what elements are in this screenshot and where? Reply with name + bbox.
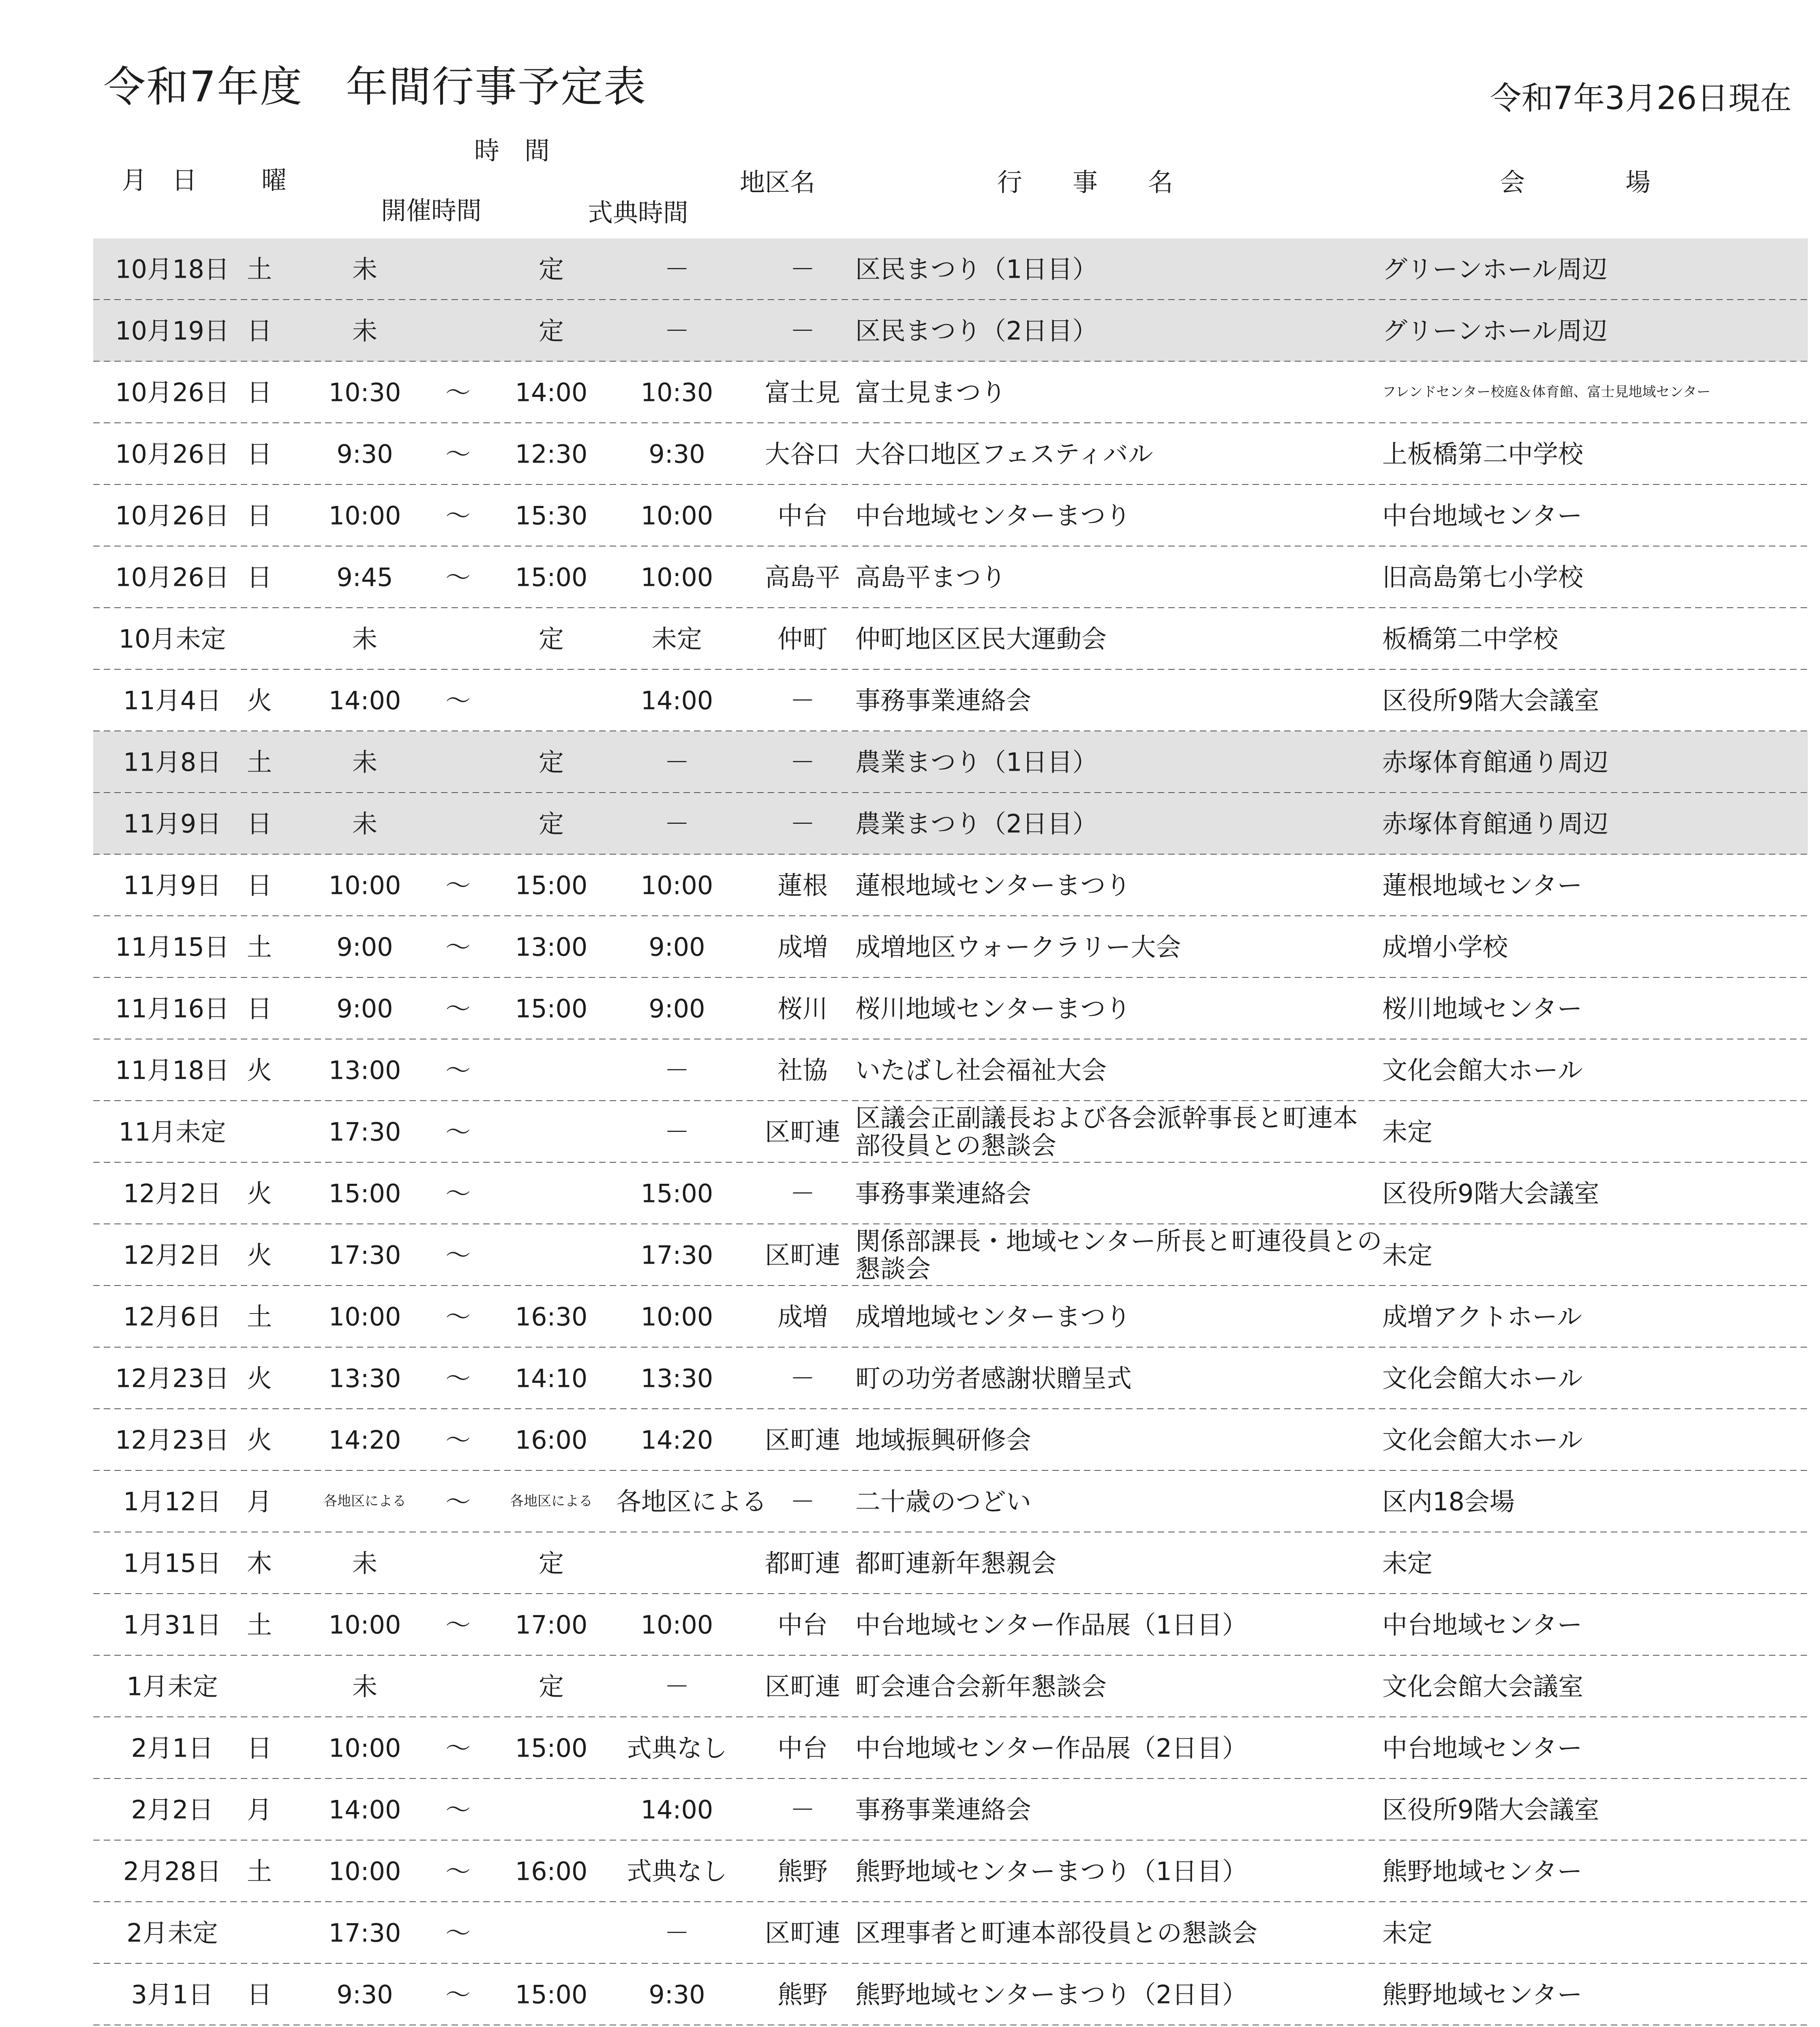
as-of-date: 令和7年3月26日現在 xyxy=(1490,80,1792,117)
start-time-cell: 14:00 xyxy=(328,1795,401,1825)
end-time-cell: 15:00 xyxy=(515,870,588,900)
day-of-week-cell: 日 xyxy=(246,316,272,346)
area-name-cell: 区町連 xyxy=(764,1671,840,1701)
day-of-week-cell: 日 xyxy=(246,562,272,592)
table-row xyxy=(93,546,1808,608)
venue-cell: 区役所9階大会議室 xyxy=(1382,686,1599,716)
venue-cell: 中台地域センター xyxy=(1382,1610,1582,1640)
event-name-cell: 都町連新年懇親会 xyxy=(855,1548,1057,1578)
area-name-cell: － xyxy=(790,1178,815,1208)
time-separator: ～ xyxy=(445,1240,471,1270)
day-of-week-cell: 日 xyxy=(246,377,272,407)
day-of-week-cell: 日 xyxy=(246,994,272,1024)
venue-cell: 中台地域センター xyxy=(1382,1733,1582,1763)
area-name-cell: 熊野 xyxy=(777,1856,828,1886)
start-time-cell: 未 xyxy=(352,316,377,346)
day-of-week-cell: 火 xyxy=(246,686,272,716)
start-time-cell: 17:30 xyxy=(328,1918,401,1948)
start-time-cell: 10:00 xyxy=(328,1733,401,1763)
date-cell: 10月26日 xyxy=(115,439,229,469)
time-separator: ～ xyxy=(445,1795,471,1825)
start-time-cell: 17:30 xyxy=(328,1117,401,1147)
time-separator: ～ xyxy=(445,1178,471,1208)
venue-cell: 蓮根地域センター xyxy=(1382,870,1582,900)
start-time-cell: 13:00 xyxy=(328,1055,401,1085)
date-cell: 2月2日 xyxy=(131,1795,214,1825)
venue-cell: 成増小学校 xyxy=(1382,932,1508,962)
date-cell: 2月1日 xyxy=(131,1733,214,1763)
header-area: 地区名 xyxy=(740,167,816,197)
event-name-cell: 区民まつり（1日目） xyxy=(855,254,1098,284)
start-time-cell: 9:00 xyxy=(336,932,393,962)
day-of-week-cell: 火 xyxy=(246,1055,272,1085)
start-time-cell: 10:00 xyxy=(328,870,401,900)
day-of-week-cell: 日 xyxy=(246,439,272,469)
start-time-cell: 9:30 xyxy=(336,1980,393,2010)
day-of-week-cell: 土 xyxy=(246,1856,272,1886)
start-time-cell: 未 xyxy=(352,747,377,777)
ceremony-time-cell: 式典なし xyxy=(626,1733,727,1763)
time-separator: ～ xyxy=(445,1918,471,1948)
table-row xyxy=(93,916,1808,978)
ceremony-time-cell: － xyxy=(664,809,689,839)
venue-cell: 熊野地域センター xyxy=(1382,1980,1582,2010)
date-cell: 11月8日 xyxy=(123,747,222,777)
table-row xyxy=(93,1841,1808,1902)
date-cell: 12月2日 xyxy=(123,1240,222,1270)
ceremony-time-cell: － xyxy=(664,1117,689,1147)
date-cell: 10月26日 xyxy=(115,562,229,592)
area-name-cell: 区町連 xyxy=(764,1918,840,1948)
ceremony-time-cell: 13:30 xyxy=(640,1363,713,1393)
ceremony-time-cell: － xyxy=(664,747,689,777)
venue-cell: 文化会館大会議室 xyxy=(1382,1671,1584,1701)
date-cell: 12月6日 xyxy=(123,1302,222,1332)
start-time-cell: 各地区による xyxy=(323,1493,406,1510)
end-time-cell: 14:00 xyxy=(515,377,588,407)
start-time-cell: 15:00 xyxy=(328,1178,401,1208)
ceremony-time-cell: 10:00 xyxy=(640,1302,713,1332)
table-row xyxy=(93,1286,1808,1348)
date-cell: 11月15日 xyxy=(115,932,229,962)
start-time-cell: 13:30 xyxy=(328,1363,401,1393)
event-name-cell: 区民まつり（2日目） xyxy=(855,316,1098,346)
date-cell: 10月19日 xyxy=(115,316,229,346)
area-name-cell: 成増 xyxy=(777,1302,828,1332)
table-row xyxy=(93,1532,1808,1594)
start-time-cell: 14:20 xyxy=(328,1425,401,1455)
venue-cell: 熊野地域センター xyxy=(1382,1856,1582,1886)
area-name-cell: － xyxy=(790,1363,815,1393)
day-of-week-cell: 土 xyxy=(246,747,272,777)
area-name-cell: 中台 xyxy=(777,1733,828,1763)
event-name-cell: 熊野地域センターまつり（1日目） xyxy=(855,1856,1247,1886)
venue-cell: 未定 xyxy=(1382,1240,1433,1270)
end-time-cell: 16:00 xyxy=(515,1425,588,1455)
ceremony-time-cell: 14:00 xyxy=(640,1795,713,1825)
venue-cell: 未定 xyxy=(1382,1117,1433,1147)
end-time-cell: 17:00 xyxy=(515,1610,588,1640)
ceremony-time-cell: 14:20 xyxy=(640,1425,713,1455)
date-cell: 2月28日 xyxy=(123,1856,222,1886)
day-of-week-cell: 火 xyxy=(246,1178,272,1208)
page-title: 令和7年度 年間行事予定表 xyxy=(103,62,647,111)
area-name-cell: 熊野 xyxy=(777,1980,828,2010)
start-time-cell: 9:00 xyxy=(336,994,393,1024)
end-time-cell: 定 xyxy=(538,747,564,777)
table-row xyxy=(93,793,1808,855)
ceremony-time-cell: 14:00 xyxy=(640,686,713,716)
start-time-cell: 未 xyxy=(352,809,377,839)
day-of-week-cell: 土 xyxy=(246,254,272,284)
event-name-cell: 桜川地域センターまつり xyxy=(855,994,1131,1024)
date-cell: 12月23日 xyxy=(115,1363,229,1393)
date-cell: 10月26日 xyxy=(115,377,229,407)
start-time-cell: 10:00 xyxy=(328,501,401,531)
start-time-cell: 未 xyxy=(352,624,377,654)
ceremony-time-cell: － xyxy=(664,1055,689,1085)
date-cell: 11月9日 xyxy=(123,870,222,900)
area-name-cell: － xyxy=(790,747,815,777)
event-name-cell: 成増地域センターまつり xyxy=(855,1302,1131,1332)
header-time: 時 間 xyxy=(474,136,550,165)
end-time-cell: 12:30 xyxy=(515,439,588,469)
area-name-cell: 区町連 xyxy=(764,1240,840,1270)
table-row xyxy=(93,362,1808,423)
end-time-cell: 各地区による xyxy=(510,1493,593,1510)
table-row xyxy=(93,1964,1808,2025)
venue-cell: 中台地域センター xyxy=(1382,501,1582,531)
table-row xyxy=(93,423,1808,485)
date-cell: 1月15日 xyxy=(123,1548,222,1578)
event-name-cell: 高島平まつり xyxy=(855,562,1006,592)
header-ceremony-time: 式典時間 xyxy=(588,198,689,227)
table-row xyxy=(93,1779,1808,1841)
schedule-table xyxy=(93,238,1808,2027)
start-time-cell: 10:00 xyxy=(328,1302,401,1332)
table-row xyxy=(93,2025,1808,2027)
time-separator: ～ xyxy=(445,501,471,531)
event-name-cell: 富士見まつり xyxy=(855,377,1006,407)
day-of-week-cell: 日 xyxy=(246,1980,272,2010)
start-time-cell: 10:00 xyxy=(328,1610,401,1640)
time-separator: ～ xyxy=(445,439,471,469)
venue-cell: 未定 xyxy=(1382,1918,1433,1948)
venue-cell: 成増アクトホール xyxy=(1382,1302,1582,1332)
venue-cell: 区役所9階大会議室 xyxy=(1382,1178,1599,1208)
date-cell: 1月31日 xyxy=(123,1610,222,1640)
area-name-cell: 中台 xyxy=(777,1610,828,1640)
time-separator: ～ xyxy=(445,1733,471,1763)
end-time-cell: 15:00 xyxy=(515,562,588,592)
time-separator: ～ xyxy=(445,1980,471,2010)
venue-cell: 赤塚体育館通り周辺 xyxy=(1382,747,1609,777)
day-of-week-cell: 木 xyxy=(246,1548,272,1578)
event-name-cell: 大谷口地区フェスティバル xyxy=(855,439,1153,469)
end-time-cell: 14:10 xyxy=(515,1363,588,1393)
venue-cell: 文化会館大ホール xyxy=(1382,1363,1583,1393)
event-name-cell: 事務事業連絡会 xyxy=(855,1795,1032,1825)
table-row xyxy=(93,1717,1808,1779)
event-name-cell: 中台地域センター作品展（2日目） xyxy=(855,1733,1247,1763)
time-separator: ～ xyxy=(445,994,471,1024)
day-of-week-cell: 日 xyxy=(246,870,272,900)
area-name-cell: 社協 xyxy=(777,1055,828,1085)
day-of-week-cell: 火 xyxy=(246,1240,272,1270)
venue-cell: 桜川地域センター xyxy=(1382,994,1582,1024)
event-name-cell: 成増地区ウォークラリー大会 xyxy=(855,932,1181,962)
ceremony-time-cell: 未定 xyxy=(651,624,702,654)
ceremony-time-cell: 10:30 xyxy=(640,377,713,407)
time-separator: ～ xyxy=(445,1425,471,1455)
time-separator: ～ xyxy=(445,377,471,407)
ceremony-time-cell: － xyxy=(664,316,689,346)
ceremony-time-cell: 9:00 xyxy=(649,994,705,1024)
date-cell: 1月未定 xyxy=(126,1671,218,1701)
area-name-cell: 富士見 xyxy=(764,377,840,407)
event-name-cell: 中台地域センターまつり xyxy=(855,501,1131,531)
table-row xyxy=(93,855,1808,916)
ceremony-time-cell: 17:30 xyxy=(640,1240,713,1270)
ceremony-time-cell: － xyxy=(664,254,689,284)
venue-cell: 板橋第二中学校 xyxy=(1382,624,1559,654)
end-time-cell: 16:30 xyxy=(515,1302,588,1332)
ceremony-time-cell: 各地区による xyxy=(616,1487,767,1517)
ceremony-time-cell: 9:00 xyxy=(649,932,705,962)
area-name-cell: 区町連 xyxy=(764,1425,840,1455)
end-time-cell: 13:00 xyxy=(515,932,588,962)
table-row xyxy=(93,1163,1808,1224)
date-cell: 11月未定 xyxy=(118,1117,226,1147)
area-name-cell: － xyxy=(790,686,815,716)
time-separator: ～ xyxy=(445,1302,471,1332)
time-separator: ～ xyxy=(445,870,471,900)
time-separator: ～ xyxy=(445,1363,471,1393)
end-time-cell: 15:00 xyxy=(515,994,588,1024)
header-venue: 会 場 xyxy=(1500,167,1651,197)
time-separator: ～ xyxy=(445,686,471,716)
time-separator: ～ xyxy=(445,562,471,592)
day-of-week-cell: 月 xyxy=(246,1795,272,1825)
area-name-cell: 成増 xyxy=(777,932,828,962)
event-name-cell: 区議会正副議長および各会派幹事長と町連本部役員との懇談会 xyxy=(855,1103,1358,1160)
ceremony-time-cell: 9:30 xyxy=(649,1980,705,2010)
date-cell: 10月18日 xyxy=(115,254,229,284)
end-time-cell: 15:30 xyxy=(515,501,588,531)
ceremony-time-cell: 15:00 xyxy=(640,1178,713,1208)
table-row xyxy=(93,978,1808,1039)
day-of-week-cell: 土 xyxy=(246,932,272,962)
date-cell: 11月4日 xyxy=(123,686,222,716)
venue-cell: 文化会館大ホール xyxy=(1382,1425,1583,1455)
end-time-cell: 定 xyxy=(538,254,564,284)
area-name-cell: 高島平 xyxy=(764,562,840,592)
start-time-cell: 17:30 xyxy=(328,1240,401,1270)
area-name-cell: 蓮根 xyxy=(777,870,828,900)
date-cell: 12月2日 xyxy=(123,1178,222,1208)
area-name-cell: 区町連 xyxy=(764,1117,840,1147)
end-time-cell: 16:00 xyxy=(515,1856,588,1886)
time-separator: ～ xyxy=(445,1487,471,1517)
date-cell: 3月1日 xyxy=(131,1980,214,2010)
time-separator: ～ xyxy=(445,932,471,962)
table-row xyxy=(93,1902,1808,1964)
time-separator: ～ xyxy=(445,1856,471,1886)
end-time-cell: 定 xyxy=(538,809,564,839)
start-time-cell: 未 xyxy=(352,254,377,284)
event-name-cell: 農業まつり（2日目） xyxy=(855,809,1098,839)
start-time-cell: 10:00 xyxy=(328,1856,401,1886)
time-separator: ～ xyxy=(445,1610,471,1640)
table-row xyxy=(93,1348,1808,1409)
ceremony-time-cell: 10:00 xyxy=(640,1610,713,1640)
table-row xyxy=(93,485,1808,546)
table-row xyxy=(93,1039,1808,1101)
table-row xyxy=(93,1409,1808,1471)
venue-cell: 区役所9階大会議室 xyxy=(1382,1795,1599,1825)
date-cell: 11月18日 xyxy=(115,1055,229,1085)
event-name-cell: 町会連合会新年懇談会 xyxy=(855,1671,1107,1701)
venue-cell: 旧高島第七小学校 xyxy=(1382,562,1584,592)
day-of-week-cell: 土 xyxy=(246,1302,272,1332)
ceremony-time-cell: － xyxy=(664,1671,689,1701)
date-cell: 1月12日 xyxy=(123,1487,222,1517)
venue-cell: 文化会館大ホール xyxy=(1382,1055,1583,1085)
area-name-cell: 仲町 xyxy=(777,624,828,654)
table-row xyxy=(93,238,1808,300)
end-time-cell: 定 xyxy=(538,1671,564,1701)
table-row xyxy=(93,1656,1808,1717)
ceremony-time-cell: 10:00 xyxy=(640,870,713,900)
table-row xyxy=(93,731,1808,793)
area-name-cell: 都町連 xyxy=(764,1548,840,1578)
event-name-cell: 事務事業連絡会 xyxy=(855,686,1032,716)
area-name-cell: － xyxy=(790,316,815,346)
table-row xyxy=(93,670,1808,731)
end-time-cell: 定 xyxy=(538,316,564,346)
area-name-cell: 大谷口 xyxy=(764,439,840,469)
venue-cell: 未定 xyxy=(1382,1548,1433,1578)
venue-cell: グリーンホール周辺 xyxy=(1382,316,1608,346)
area-name-cell: 桜川 xyxy=(777,994,828,1024)
area-name-cell: － xyxy=(790,1487,815,1517)
header-month-day: 月 日 xyxy=(122,165,197,195)
date-cell: 12月23日 xyxy=(115,1425,229,1455)
area-name-cell: － xyxy=(790,809,815,839)
event-name-cell: いたばし社会福祉大会 xyxy=(855,1055,1107,1085)
table-row xyxy=(93,1594,1808,1656)
area-name-cell: 中台 xyxy=(777,501,828,531)
area-name-cell: － xyxy=(790,1795,815,1825)
day-of-week-cell: 日 xyxy=(246,809,272,839)
day-of-week-cell: 日 xyxy=(246,501,272,531)
date-cell: 2月未定 xyxy=(126,1918,218,1948)
ceremony-time-cell: 10:00 xyxy=(640,501,713,531)
event-name-cell: 熊野地域センターまつり（2日目） xyxy=(855,1980,1247,2010)
venue-cell: フレンドセンター校庭＆体育館、富士見地域センター xyxy=(1382,384,1711,401)
ceremony-time-cell: 9:30 xyxy=(649,439,705,469)
header-dow: 曜 xyxy=(261,165,287,195)
event-name-cell: 関係部課長・地域センター所長と町連役員との懇談会 xyxy=(855,1226,1382,1283)
day-of-week-cell: 火 xyxy=(246,1425,272,1455)
start-time-cell: 14:00 xyxy=(328,686,401,716)
event-name-cell: 事務事業連絡会 xyxy=(855,1178,1032,1208)
end-time-cell: 定 xyxy=(538,1548,564,1578)
start-time-cell: 9:30 xyxy=(336,439,393,469)
start-time-cell: 9:45 xyxy=(336,562,393,592)
end-time-cell: 定 xyxy=(538,624,564,654)
end-time-cell: 15:00 xyxy=(515,1980,588,2010)
event-name-cell: 二十歳のつどい xyxy=(855,1487,1032,1517)
table-row xyxy=(93,1224,1808,1286)
date-cell: 10月未定 xyxy=(118,624,226,654)
start-time-cell: 10:30 xyxy=(328,377,401,407)
ceremony-time-cell: 式典なし xyxy=(626,1856,727,1886)
day-of-week-cell: 土 xyxy=(246,1610,272,1640)
day-of-week-cell: 月 xyxy=(246,1487,272,1517)
event-name-cell: 農業まつり（1日目） xyxy=(855,747,1098,777)
table-row xyxy=(93,1101,1808,1163)
start-time-cell: 未 xyxy=(352,1548,377,1578)
event-name-cell: 地域振興研修会 xyxy=(855,1425,1032,1455)
event-name-cell: 蓮根地域センターまつり xyxy=(855,870,1131,900)
ceremony-time-cell: － xyxy=(664,1918,689,1948)
table-row xyxy=(93,300,1808,362)
venue-cell: 上板橋第二中学校 xyxy=(1382,439,1584,469)
day-of-week-cell: 日 xyxy=(246,1733,272,1763)
start-time-cell: 未 xyxy=(352,1671,377,1701)
table-row xyxy=(93,608,1808,670)
date-cell: 11月16日 xyxy=(115,994,229,1024)
time-separator: ～ xyxy=(445,1117,471,1147)
event-name-cell: 仲町地区区民大運動会 xyxy=(855,624,1107,654)
time-separator: ～ xyxy=(445,1055,471,1085)
date-cell: 10月26日 xyxy=(115,501,229,531)
end-time-cell: 15:00 xyxy=(515,1733,588,1763)
venue-cell: 区内18会場 xyxy=(1382,1487,1515,1517)
header-event: 行 事 名 xyxy=(997,167,1173,197)
date-cell: 11月9日 xyxy=(123,809,222,839)
header-start-time: 開催時間 xyxy=(381,196,482,225)
event-name-cell: 中台地域センター作品展（1日目） xyxy=(855,1610,1247,1640)
event-name-cell: 区理事者と町連本部役員との懇談会 xyxy=(855,1918,1258,1948)
table-row xyxy=(93,1471,1808,1532)
venue-cell: グリーンホール周辺 xyxy=(1382,254,1608,284)
ceremony-time-cell: 10:00 xyxy=(640,562,713,592)
day-of-week-cell: 火 xyxy=(246,1363,272,1393)
venue-cell: 赤塚体育館通り周辺 xyxy=(1382,809,1609,839)
event-name-cell: 町の功労者感謝状贈呈式 xyxy=(855,1363,1132,1393)
area-name-cell: － xyxy=(790,254,815,284)
